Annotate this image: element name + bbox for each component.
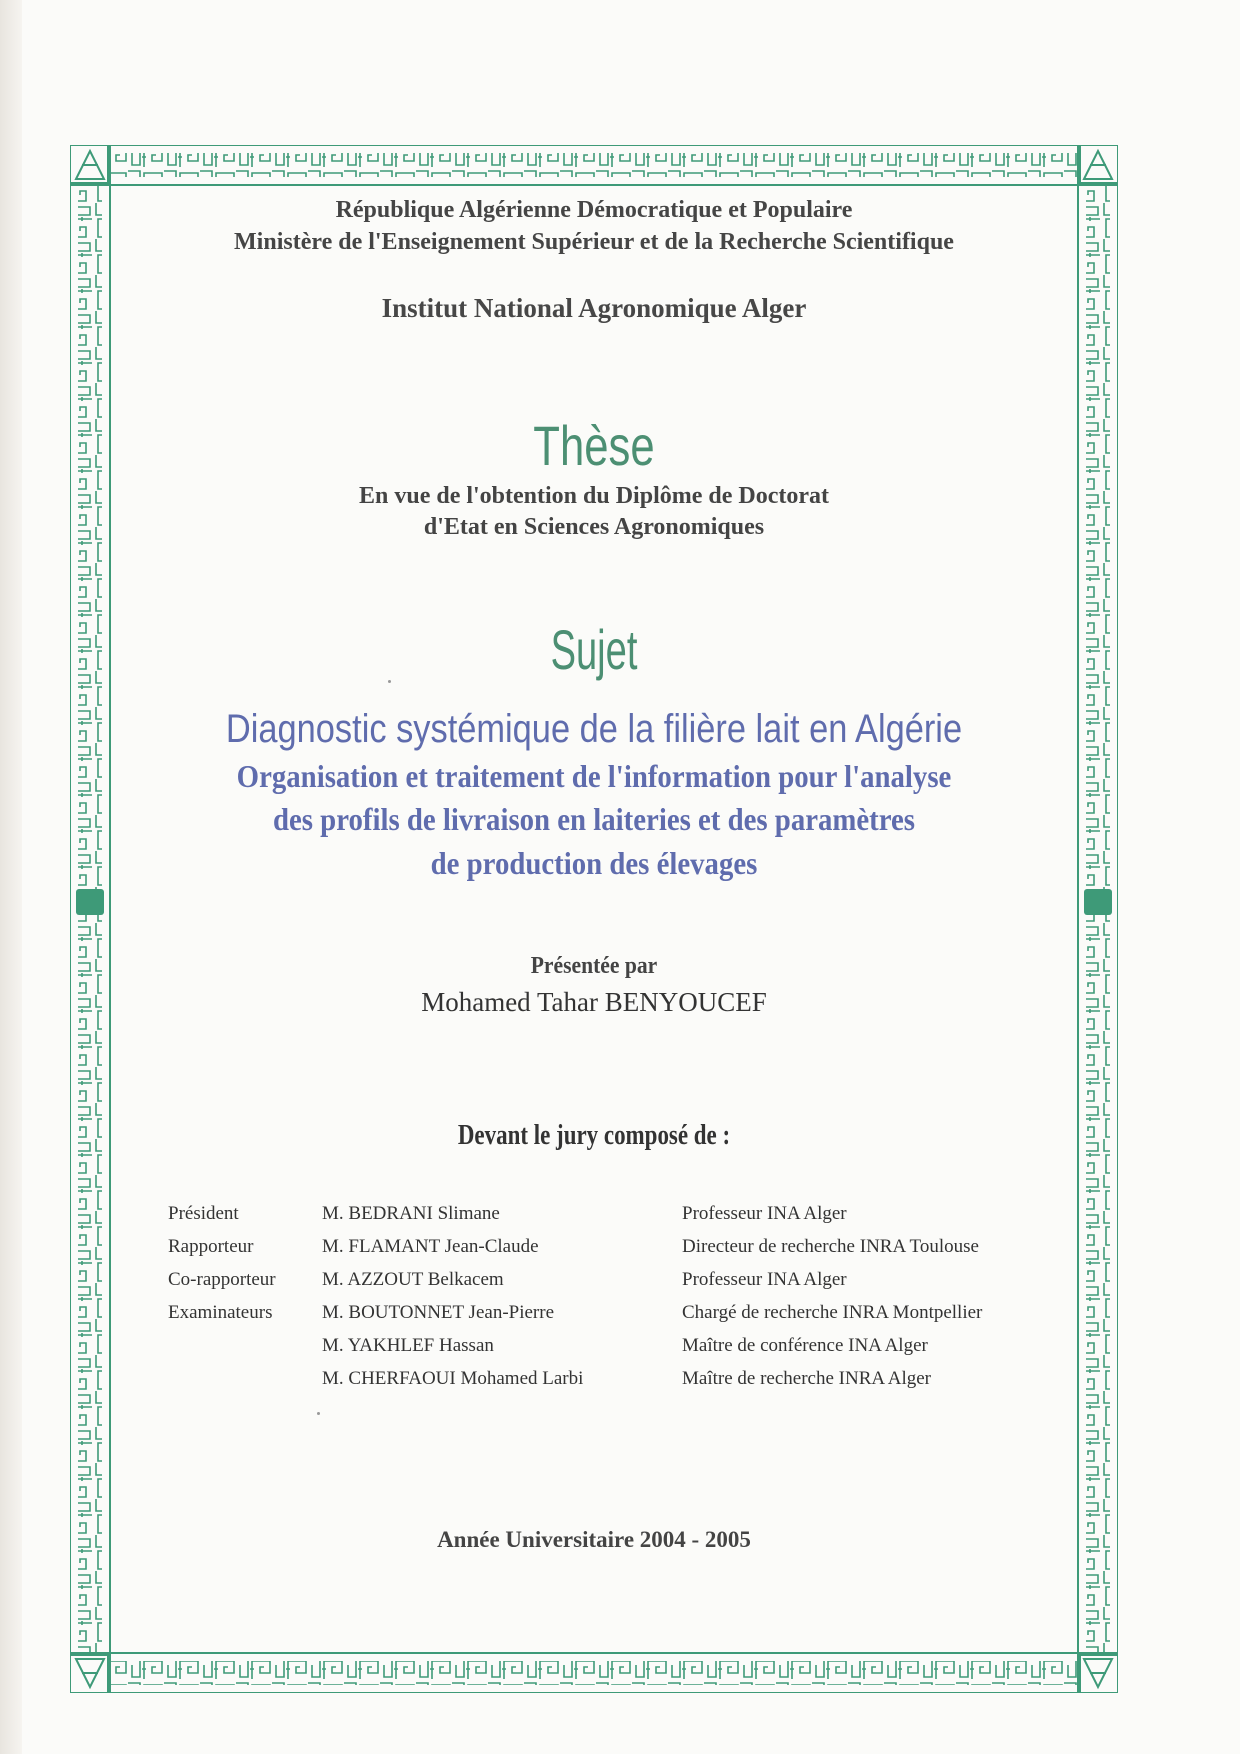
jury-affiliation: Maître de recherche INRA Alger (682, 1368, 932, 1389)
thesis-subtitle-line-1: Organisation et traitement de l'information pour l'analyse (236, 758, 952, 794)
jury-name: M. AZZOUT Belkacem (322, 1269, 504, 1290)
thesis-subtitle-line-2: des profils de livraison en laiteries et des paramètres (272, 801, 916, 837)
jury-affiliation: Professeur INA Alger (682, 1203, 847, 1224)
presented-by-label: Présentée par (530, 953, 658, 979)
jury-row (70, 1236, 1118, 1266)
jury-affiliation: Maître de conférence INA Alger (682, 1335, 928, 1356)
objective-line-2: d'Etat en Sciences Agronomiques (423, 514, 765, 540)
paper-edge (0, 0, 22, 1754)
jury-role: Co-rapporteur (168, 1269, 276, 1290)
jury-affiliation: Professeur INA Alger (682, 1269, 847, 1290)
jury-name: M. FLAMANT Jean-Claude (322, 1236, 539, 1257)
jury-role: Examinateurs (168, 1302, 273, 1323)
institute-name: Institut National Agronomique Alger (381, 293, 807, 323)
jury-row (70, 1335, 1118, 1365)
republic-line: République Algérienne Démocratique et Populaire (335, 197, 853, 223)
jury-name: M. CHERFAOUI Mohamed Larbi (322, 1368, 584, 1389)
objective-line-1: En vue de l'obtention du Diplôme de Doctorat (358, 483, 829, 509)
sujet-heading: Sujet (550, 618, 638, 681)
jury-affiliation: Directeur de recherche INRA Toulouse (682, 1236, 979, 1257)
jury-row (70, 1368, 1118, 1398)
jury-name: M. YAKHLEF Hassan (322, 1335, 494, 1356)
thesis-subtitle-line-3: de production des élevages (430, 845, 758, 881)
these-heading: Thèse (533, 414, 655, 477)
jury-row (70, 1269, 1118, 1299)
thesis-title: Diagnostic systémique de la filière lait en Algérie (225, 707, 963, 751)
jury-name: M. BOUTONNET Jean-Pierre (322, 1302, 555, 1323)
jury-affiliation: Chargé de recherche INRA Montpellier (682, 1302, 983, 1323)
academic-year: Année Universitaire 2004 - 2005 (437, 1527, 751, 1552)
title-page (70, 145, 1118, 1693)
jury-role: Président (168, 1203, 239, 1224)
jury-role: Rapporteur (168, 1236, 254, 1257)
jury-row (70, 1302, 1118, 1332)
author-name: Mohamed Tahar BENYOUCEF (421, 987, 767, 1017)
ministry-line: Ministère de l'Enseignement Supérieur et de la Recherche Scientifique (234, 229, 954, 255)
paper-speck (317, 1412, 320, 1415)
paper-speck (388, 680, 391, 683)
jury-heading: Devant le jury composé de : (457, 1120, 731, 1151)
jury-name: M. BEDRANI Slimane (322, 1203, 500, 1224)
jury-row (70, 1203, 1118, 1233)
